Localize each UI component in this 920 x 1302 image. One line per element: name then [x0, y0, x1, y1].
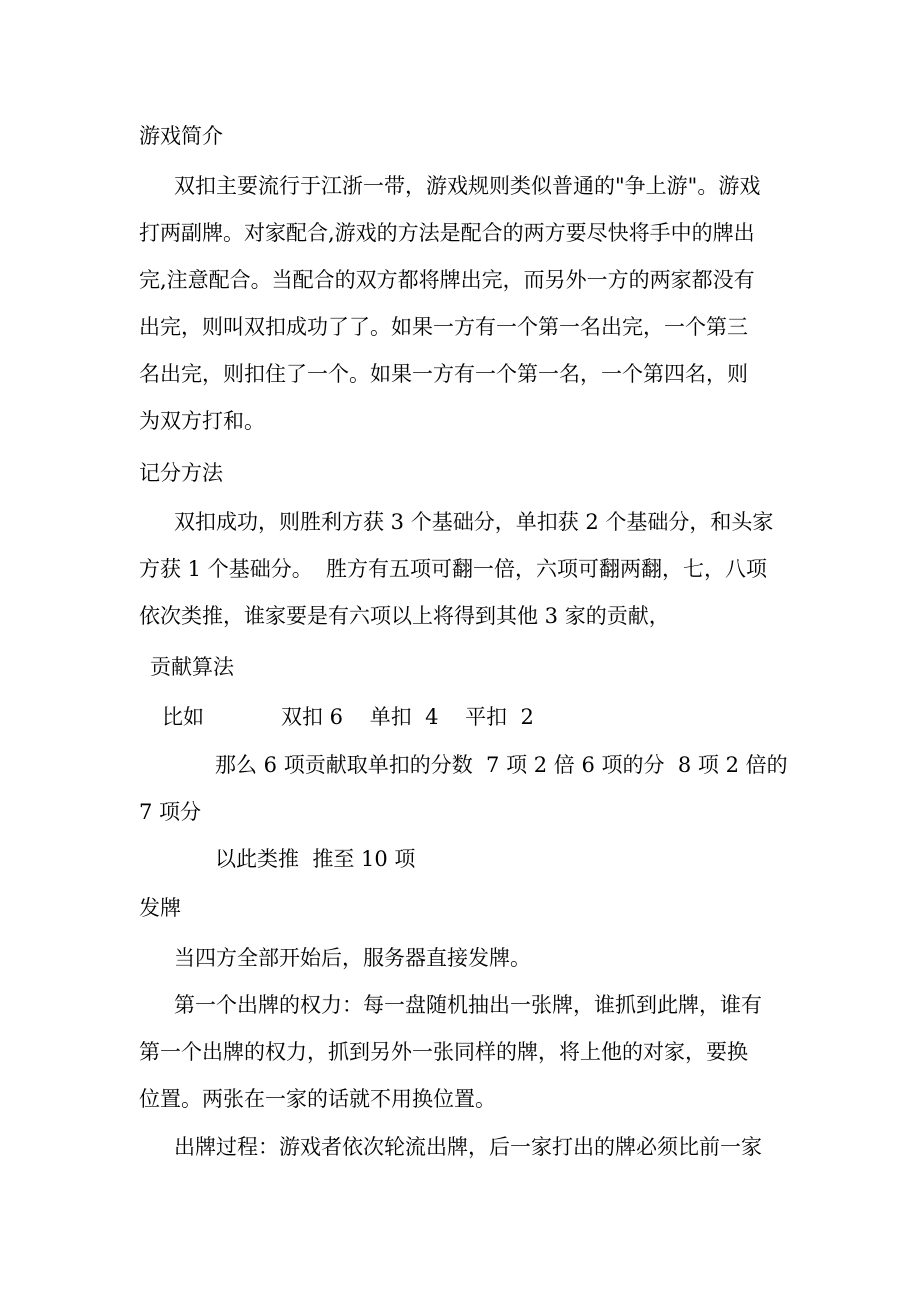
- paragraph-line: 以此类推 推至 10 项: [215, 847, 416, 871]
- section-heading-scoring: 记分方法: [139, 461, 223, 485]
- paragraph-line: 名出完，则扣住了一个。如果一方有一个第一名，一个第四名，则: [139, 362, 748, 386]
- paragraph-line: 出完，则叫双扣成功了了。如果一方有一个第一名出完，一个第三: [139, 315, 748, 339]
- paragraph-line: 方获 1 个基础分。 胜方有五项可翻一倍，六项可翻两翻，七，八项: [139, 557, 768, 581]
- section-heading-dealing: 发牌: [139, 896, 181, 920]
- paragraph-line: 依次类推，谁家要是有六项以上将得到其他 3 家的贡献，: [139, 604, 670, 628]
- paragraph-line: 那么 6 项贡献取单扣的分数 7 项 2 倍 6 项的分 8 项 2 倍的: [215, 753, 788, 777]
- paragraph-line: 位置。两张在一家的话就不用换位置。: [139, 1087, 496, 1111]
- section-heading-game-intro: 游戏简介: [139, 124, 223, 148]
- paragraph-line: 为双方打和。: [139, 409, 265, 433]
- paragraph-line: 第一个出牌的权力，抓到另外一张同样的牌，将上他的对家，要换: [139, 1040, 748, 1064]
- paragraph-line: 双扣成功，则胜利方获 3 个基础分，单扣获 2 个基础分，和头家: [174, 510, 774, 534]
- example-label: 比如: [162, 705, 204, 729]
- paragraph-line: 完,注意配合。当配合的双方都将牌出完，而另外一方的两家都没有: [139, 268, 755, 292]
- section-heading-contribution: 贡献算法: [150, 655, 234, 679]
- paragraph-line: 双扣主要流行于江浙一带，游戏规则类似普通的"争上游"。游戏: [174, 174, 761, 198]
- paragraph-line: 当四方全部开始后，服务器直接发牌。: [174, 946, 531, 970]
- paragraph-line: 出牌过程：游戏者依次轮流出牌，后一家打出的牌必须比前一家: [174, 1135, 762, 1159]
- paragraph-line: 第一个出牌的权力：每一盘随机抽出一张牌，谁抓到此牌，谁有: [174, 993, 762, 1017]
- paragraph-line: 打两副牌。对家配合,游戏的方法是配合的两方要尽快将手中的牌出: [139, 221, 755, 245]
- paragraph-line: 7 项分: [139, 800, 202, 824]
- example-values: 双扣 6 单扣 4 平扣 2: [281, 705, 534, 729]
